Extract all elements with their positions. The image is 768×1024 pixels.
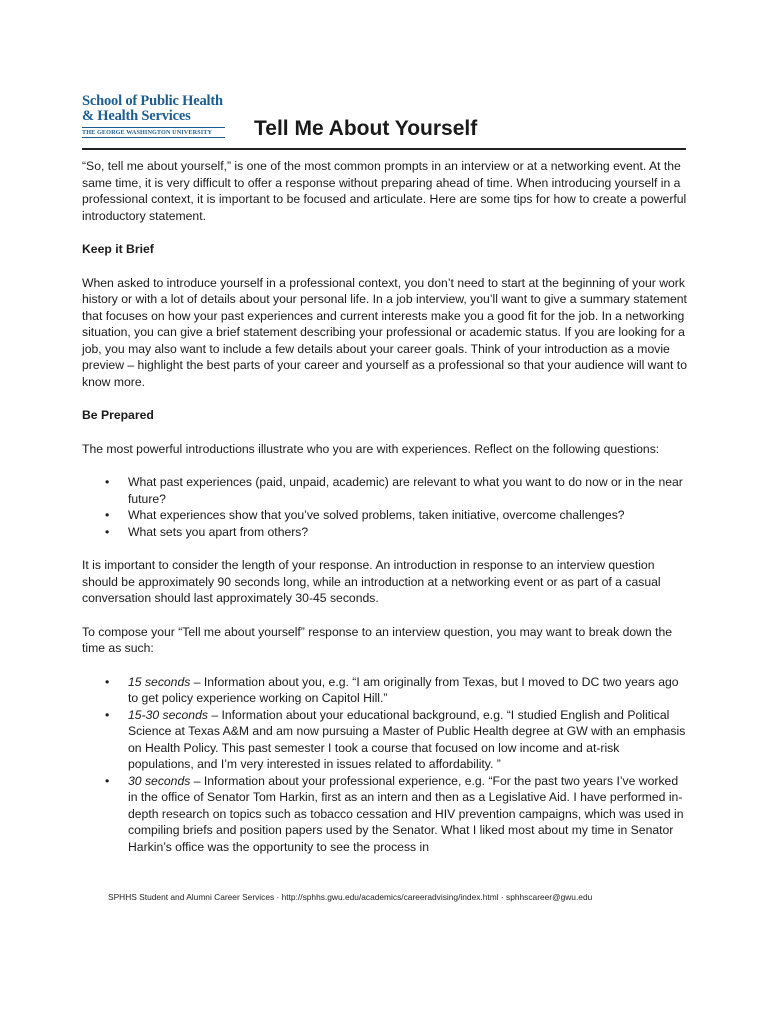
response-length-paragraph: It is important to consider the length of your response. An introduction in response to an interview question should be approximately 90 seconds long, while an introduction at a networking event or as part of a casual conversation should last approximately 30-45 seconds. xyxy=(82,558,661,605)
keep-it-brief-paragraph: When asked to introduce yourself in a professional context, you don’t need to start at the beginning of your work history or with a lot of details about your personal life. In a job interview, you’ll want to give a summary statement that focuses on how your past experiences and current interests make you a good fit for the job. In a networking situation, you can give a brief statement describing your professional or academic status. If you are looking for a job, you may also want to include a few details about your career goals. Think of your introduction as a movie preview – highlight the best parts of your career and yourself as a professional so that your audience will want to know more. xyxy=(82,275,687,389)
compose-response-paragraph: To compose your “Tell me about yourself” response to an interview question, you may want to break down the time as such: xyxy=(82,624,673,655)
list-item-text: – Information about your professional experience, e.g. “For the past two years I’ve worked in the office of Senator Tom Harkin, first as an intern and then as a Legislative Aid. I have performed in-depth research on topics such as tobacco cessation and HIV prevention campaigns, which was used in compiling briefs and position papers used by the Senator. What I liked most about my time in Senator Harkin’s office was the opportunity to see the process in xyxy=(128,773,684,854)
list-item: • What experiences show that you’ve solved problems, taken initiative, overcome challenges? xyxy=(128,507,688,524)
section-heading-be-prepared: Be Prepared xyxy=(82,408,154,422)
time-breakdown-list xyxy=(82,674,688,856)
list-item xyxy=(128,707,688,773)
time-label: 15-30 seconds xyxy=(128,707,208,722)
reflection-questions-list xyxy=(82,474,688,540)
logo-line-3: THE GEORGE WASHINGTON UNIVERSITY xyxy=(82,127,225,138)
intro-paragraph: “So, tell me about yourself,” is one of the most common prompts in an interview or at a networking event. At the same time, it is very difficult to offer a response without preparing ahead of time. When introducing yourself in a professional context, it is important to be focused and articulate. Here are some tips for how to create a powerful introductory statement. xyxy=(82,159,687,223)
section-heading-keep-it-brief: Keep it Brief xyxy=(82,242,154,256)
page-footer: SPHHS Student and Alumni Career Services · http://sphhs.gwu.edu/academics/careeradvising/index.html · sphhscareer@gwu.edu xyxy=(108,892,593,902)
page-title: Tell Me About Yourself xyxy=(254,117,478,140)
list-item: • What sets you apart from others? xyxy=(128,524,688,541)
document-body xyxy=(82,158,688,872)
time-label: 30 seconds xyxy=(128,773,191,788)
list-item: • What past experiences (paid, unpaid, academic) are relevant to what you want to do now or in the near future? xyxy=(128,474,688,507)
be-prepared-paragraph: The most powerful introductions illustrate who you are with experiences. Reflect on the following questions: xyxy=(82,441,660,456)
logo-line-2: & Health Services xyxy=(82,108,191,124)
list-item-text: – Information about you, e.g. “I am originally from Texas, but I moved to DC two years ago to get policy experience working on Capitol Hill.” xyxy=(128,674,679,705)
university-logo xyxy=(82,94,242,138)
list-item-text: – Information about your educational background, e.g. “I studied English and Political Science at Texas A&M and am now pursuing a Master of Public Health degree at GW with an emphasis on Health Policy. This past semester I took a course that focused on low income and at-risk populations, and I’m very interested in issues related to affordability. ” xyxy=(128,707,686,771)
title-divider xyxy=(82,148,686,150)
logo-line-1: School of Public Health xyxy=(82,93,223,109)
list-item xyxy=(128,773,688,856)
list-item xyxy=(128,674,688,707)
time-label: 15 seconds xyxy=(128,674,191,689)
